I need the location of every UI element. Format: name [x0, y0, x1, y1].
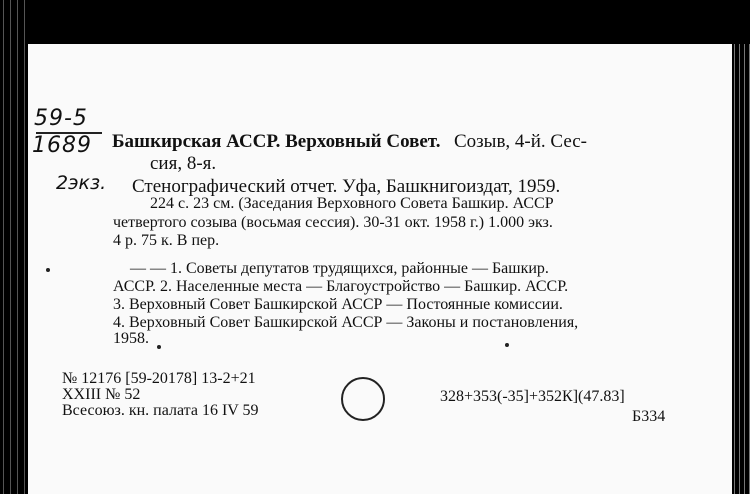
footer-volume: XXIII № 52 [62, 386, 141, 403]
body-line-1: Стенографический отчет. Уфа, Башкнигоиздат, 1959. [132, 176, 561, 197]
footer-chamber: Всесоюз. кн. палата 16 IV 59 [62, 402, 259, 419]
body-line-2: 224 с. 23 см. (Заседания Верховного Совета Башкир. АССР [150, 195, 554, 212]
left-edge [0, 0, 28, 494]
subject-line-1: — — 1. Советы депутатов трудящихся, районные — Башкир. [130, 260, 549, 277]
copies-note: 2экз. [56, 172, 107, 194]
right-edge [732, 44, 750, 494]
subject-line-2: АССР. 2. Населенные места — Благоустройство — Башкир. АССР. [113, 278, 569, 295]
punch-dot [46, 268, 50, 272]
body-line-3: четвертого созыва (восьмая сессия). 30-31 окт. 1958 г.) 1.000 экз. [113, 214, 553, 231]
stamp-circle [341, 377, 385, 421]
subject-line-4: 4. Верховный Совет Башкирской АССР — Законы и постановления, [113, 314, 579, 331]
call-number-top: 59-5 [34, 106, 88, 131]
heading-bold: Башкирская АССР. Верховный Совет. [112, 131, 441, 152]
subject-line-3: 3. Верховный Совет Башкирской АССР — Постоянные комиссии. [113, 296, 563, 313]
body-line-4: 4 р. 75 к. В пер. [113, 232, 220, 249]
heading-rest: Созыв, 4-й. Сес- [454, 131, 587, 152]
footer-record-number: № 12176 [59-20178] 13-2+21 [62, 370, 256, 387]
punch-dot [157, 345, 161, 349]
footer-shelf-code: Б334 [632, 408, 666, 425]
footer-codes: 328+353(-35]+352К](47.83] [440, 388, 625, 405]
subject-line-5: 1958. [113, 330, 149, 347]
heading-line2: сия, 8-я. [150, 153, 217, 174]
call-number-bottom: 1689 [32, 133, 92, 158]
punch-dot [505, 343, 509, 347]
